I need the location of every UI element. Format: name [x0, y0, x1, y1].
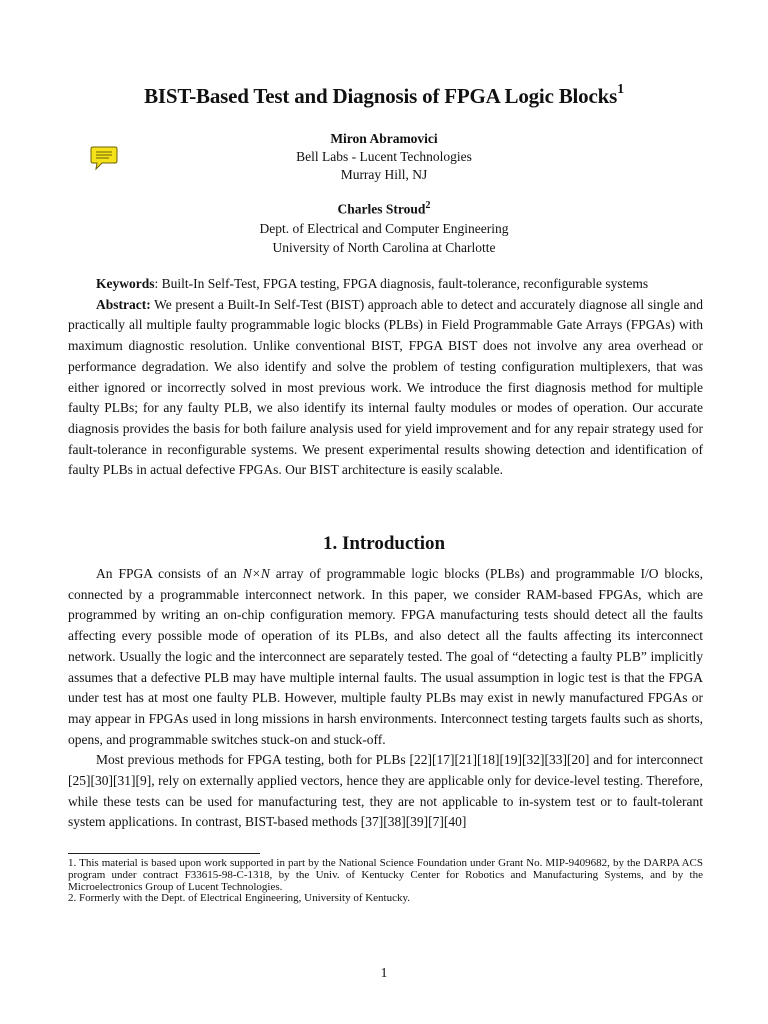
- footnote-rule: [68, 853, 260, 854]
- author-2-name: Charles Stroud$^2$: [337, 200, 431, 217]
- footnote-1: 1. This material is based upon work supported in part by the National Science Foundation under Grant No. MIP-9409682, by the DARPA ACS program under contract F33615-98-C-1318, by the Univ. of Kentucky Center for Robotics and Manufacturing Systems, and by the Microelectronics Group of Lucent Technologies.: [68, 857, 703, 893]
- author-1-name: Miron Abramovici: [330, 131, 438, 146]
- author-1-affiliation: Bell Labs - Lucent Technologies: [296, 149, 472, 164]
- keywords-label: Keywords: [96, 276, 155, 291]
- keywords-text: : Built-In Self-Test, FPGA testing, FPGA diagnosis, fault-tolerance, reconfigurable systems: [154, 276, 649, 291]
- intro-paragraph-2: Most previous methods for FPGA testing, both for PLBs [22][17][21][18][19][32][33][20] and for interconnect [25][30][31][9], rely on externally applied vectors, hence they are applicable only for device-level testing. Therefore, while these tests can be used for manufacturing test, they are not applicable to in-system test or to fault-tolerant system applications. In contrast, BIST-based methods [37][38][39][7][40]: [68, 752, 703, 830]
- front-matter-block: [68, 274, 703, 481]
- abstract-paragraph: [68, 295, 703, 481]
- abstract-text: We present a Built-In Self-Test (BIST) approach able to detect and accurately diagnose all single and practically all multiple faulty programmable logic blocks (PLBs) in Field Programmable Gate Arrays (FPGAs) with maximum diagnostic resolution. Unlike conventional BIST, FPGA BIST does not involve any area overhead or performance degradation. We also identify and solve the problem of testing configuration multiplexers, that was either ignored or incorrectly solved in most previous work. We introduce the first diagnosis method for multiple faulty PLBs; for any faulty PLB, we also identify its internal faulty modules or modes of operation. Our accurate diagnosis provides the basis for both failure analysis used for yield improvement and for any repair strategy used for fault-tolerance in reconfigurable systems. We present experimental results showing detection and identification of faulty PLBs in actual defective FPGAs. Our BIST architecture is easily scalable.: [68, 296, 703, 478]
- author-2-location: University of North Carolina at Charlotte: [272, 240, 496, 255]
- author-1-location: Murray Hill, NJ: [340, 167, 428, 182]
- section-heading: 1. Introduction: [322, 533, 446, 554]
- footnote-2: 2. Formerly with the Dept. of Electrical Engineering, University of Kentucky.: [68, 892, 411, 905]
- footnotes: [68, 858, 703, 905]
- nxn-term: N×N: [242, 566, 270, 581]
- title-footnote-marker: 1: [617, 82, 624, 97]
- abstract-label: Abstract:: [96, 296, 151, 312]
- page-number: 1: [380, 966, 388, 981]
- paper-title: [0, 84, 768, 109]
- intro-paragraph-1: An FPGA consists of an N×N array of programmable logic blocks (PLBs) and programmable I/O blocks, connected by a programmable interconnect network. In this paper, we consider RAM-based FPGAs, which are programmed by writing an on-chip configuration memory. FPGA manufacturing tests should detect all the faults affecting every possible mode of operation of its PLBs, and also detect all the faults affecting its interconnect network. Usually the logic and the interconnect are separately tested. The goal of “detecting a faulty PLB” implicitly assumes that a defective PLB may have multiple internal faults. The usual assumption in logic test is that the FPGA under test has at most one faulty PLB. However, multiple faulty PLBs may exist in newly manufactured FPGAs or may appear in FPGAs used in long missions in harsh environments. Interconnect testing targets faults such as shorts, opens, and programmable switches stuck-on and stuck-off.: [68, 566, 704, 747]
- author-2-footnote-marker: 2: [425, 200, 431, 211]
- paper-title-text: BIST-Based Test and Diagnosis of FPGA Logic Blocks: [144, 84, 618, 108]
- keywords-paragraph: [68, 274, 703, 295]
- author-2-affiliation: Dept. of Electrical and Computer Engineering: [259, 221, 509, 236]
- introduction-body: [68, 564, 703, 833]
